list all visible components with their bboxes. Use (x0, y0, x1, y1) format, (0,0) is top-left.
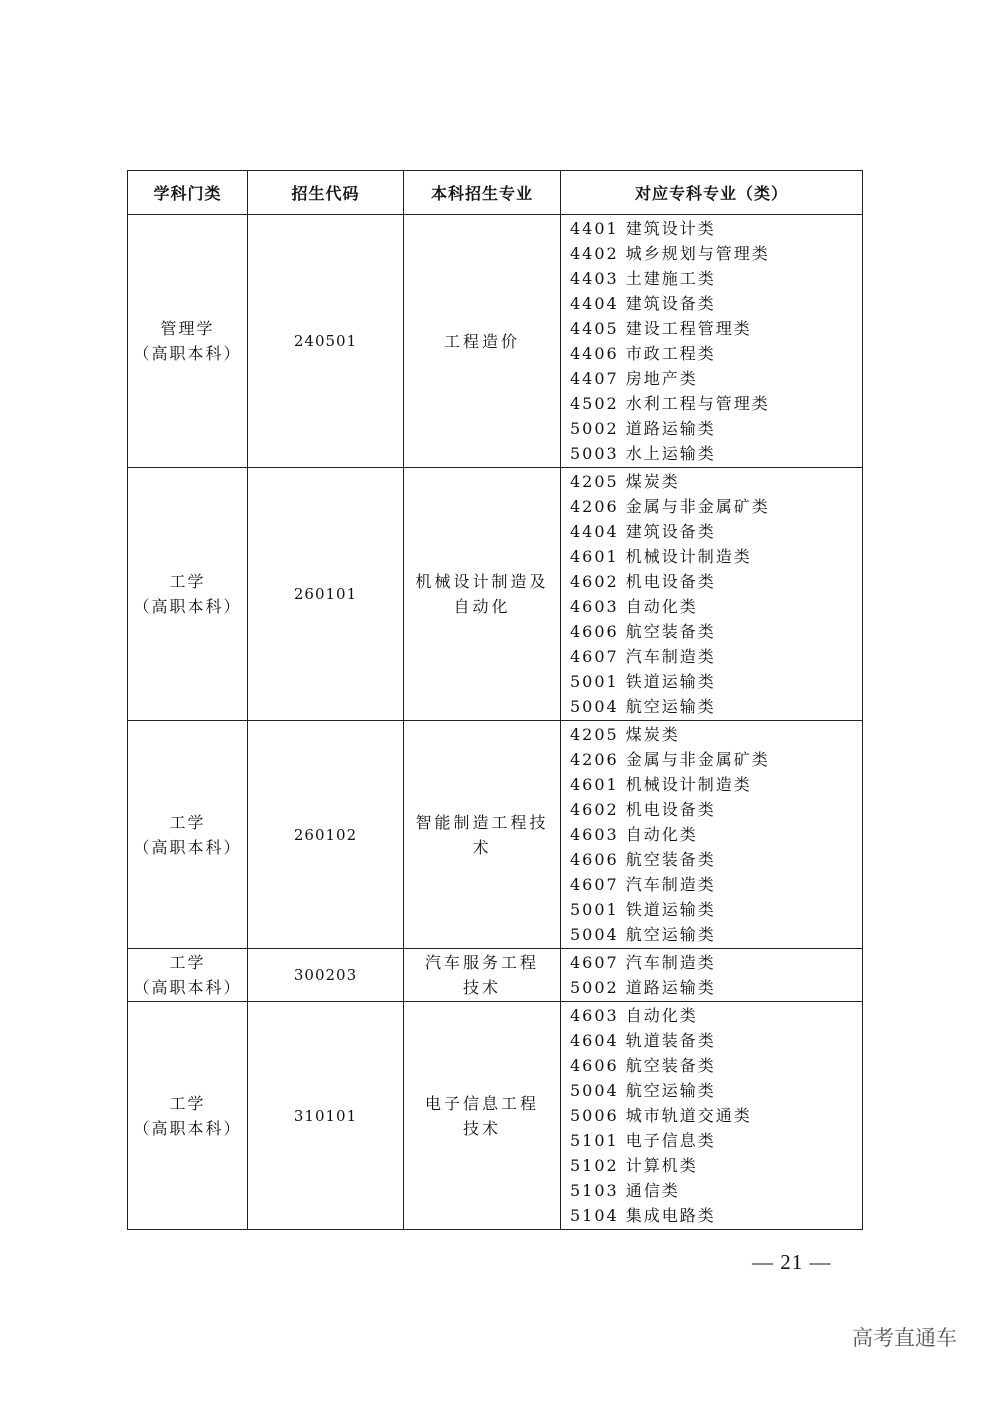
related-major-item: 4602 机电设备类 (570, 800, 716, 819)
related-major-item: 5006 城市轨道交通类 (570, 1106, 752, 1125)
related-major-item: 5103 通信类 (570, 1181, 680, 1200)
header-category: 学科门类 (128, 171, 248, 215)
related-major-item: 4606 航空装备类 (570, 850, 716, 869)
related-major-item: 4402 城乡规划与管理类 (570, 244, 770, 263)
major-line: 技术 (462, 1118, 501, 1138)
related-major-item: 4601 机械设计制造类 (570, 775, 752, 794)
category-cell (128, 215, 248, 468)
related-major-item: 4404 建筑设备类 (570, 522, 716, 541)
major-cell (404, 468, 561, 721)
related-major-item: 4502 水利工程与管理类 (570, 394, 770, 413)
related-major-item: 4603 自动化类 (570, 597, 698, 616)
related-majors-cell (561, 949, 863, 1002)
table-header-row (128, 171, 863, 215)
header-related: 对应专科专业（类） (561, 171, 863, 215)
related-majors-cell (561, 468, 863, 721)
related-major-item: 4401 建筑设计类 (570, 219, 716, 238)
code-cell: 240501 (248, 215, 404, 468)
major-cell (404, 721, 561, 949)
related-major-item: 5001 铁道运输类 (570, 900, 716, 919)
major-cell (404, 949, 561, 1002)
table-row (128, 468, 863, 721)
table-row (128, 949, 863, 1002)
major-line: 电子信息工程 (424, 1093, 539, 1113)
category-line: （高职本科） (133, 837, 242, 857)
related-major-item: 4607 汽车制造类 (570, 647, 716, 666)
related-major-item: 5102 计算机类 (570, 1156, 698, 1175)
category-line: 工学 (169, 1093, 206, 1113)
category-line: （高职本科） (133, 597, 242, 616)
category-line: 管理学 (160, 319, 215, 338)
category-line: 工学 (169, 953, 206, 972)
table-row (128, 215, 863, 468)
related-major-item: 4606 航空装备类 (570, 622, 716, 641)
major-line: 机械设计制造及 (415, 572, 549, 591)
related-major-item: 4601 机械设计制造类 (570, 547, 752, 566)
major-line: 自动化 (453, 597, 511, 616)
related-major-item: 5003 水上运输类 (570, 444, 716, 463)
watermark: 高考直通车 (852, 1326, 957, 1350)
related-major-item: 5001 铁道运输类 (570, 672, 716, 691)
code-cell: 260102 (248, 721, 404, 949)
related-major-item: 4602 机电设备类 (570, 572, 716, 591)
category-cell (128, 1002, 248, 1230)
related-major-item: 4404 建筑设备类 (570, 294, 716, 313)
related-major-item: 4606 航空装备类 (570, 1056, 716, 1075)
majors-table (127, 170, 863, 1230)
major-line: 技术 (462, 978, 501, 997)
related-major-item: 5004 航空运输类 (570, 925, 716, 944)
related-major-item: 4205 煤炭类 (570, 725, 680, 744)
related-major-item: 4403 土建施工类 (570, 269, 716, 288)
related-major-item: 4407 房地产类 (570, 369, 698, 388)
related-major-item: 5002 道路运输类 (570, 419, 716, 438)
category-cell (128, 949, 248, 1002)
related-major-item: 4206 金属与非金属矿类 (570, 750, 770, 769)
code-cell: 310101 (248, 1002, 404, 1230)
header-code: 招生代码 (248, 171, 404, 215)
related-majors-cell (561, 215, 863, 468)
page-number: — 21 — (752, 1250, 832, 1274)
related-major-item: 4206 金属与非金属矿类 (570, 497, 770, 516)
major-line: 智能制造工程技 (415, 812, 549, 832)
related-majors-cell (561, 1002, 863, 1230)
related-major-item: 5004 航空运输类 (570, 1081, 716, 1100)
code-cell: 300203 (248, 949, 404, 1002)
table-body (128, 215, 863, 1230)
related-majors-cell (561, 721, 863, 949)
table-row (128, 1002, 863, 1230)
major-line: 汽车服务工程 (424, 953, 539, 972)
category-cell (128, 721, 248, 949)
category-line: （高职本科） (133, 344, 242, 363)
related-major-item: 4607 汽车制造类 (570, 875, 716, 894)
related-major-item: 5002 道路运输类 (570, 978, 716, 997)
major-cell (404, 1002, 561, 1230)
major-cell (404, 215, 561, 468)
header-major: 本科招生专业 (404, 171, 561, 215)
related-major-item: 4405 建设工程管理类 (570, 319, 752, 338)
major-line: 工程造价 (443, 331, 520, 351)
related-major-item: 4604 轨道装备类 (570, 1031, 716, 1050)
related-major-item: 5101 电子信息类 (570, 1131, 716, 1150)
related-major-item: 5004 航空运输类 (570, 697, 716, 716)
table-row (128, 721, 863, 949)
related-major-item: 4205 煤炭类 (570, 472, 680, 491)
related-major-item: 4603 自动化类 (570, 1006, 698, 1025)
related-major-item: 4406 市政工程类 (570, 344, 716, 363)
category-line: 工学 (169, 572, 206, 591)
category-line: 工学 (169, 812, 206, 832)
category-cell (128, 468, 248, 721)
related-major-item: 5104 集成电路类 (570, 1206, 716, 1225)
major-line: 术 (472, 837, 492, 857)
related-major-item: 4607 汽车制造类 (570, 953, 716, 972)
related-major-item: 4603 自动化类 (570, 825, 698, 844)
category-line: （高职本科） (133, 1118, 242, 1138)
category-line: （高职本科） (133, 978, 242, 997)
code-cell: 260101 (248, 468, 404, 721)
